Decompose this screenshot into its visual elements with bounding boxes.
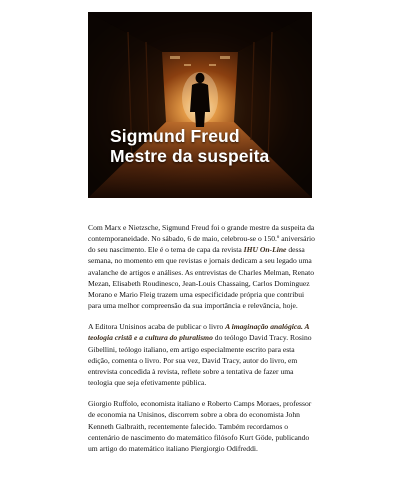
paragraph-freud-text-1: Com Marx e Nietzsche, Sigmund Freud foi o grande mestre da suspeita da contemporaneidade. No sábado, 6 de maio, celebrou-se o 150.º aniversário do seu nascimento. Ele é o tema de capa da revista	[88, 223, 315, 255]
paragraph-freud-text-2: dessa semana, no momento em que revistas e jornais dedicam a seu legado uma avalanche de artigos e análises. As entrevistas de Charles Melman, Renato Mezan, Elisabeth Roudinesco, Jean-Louis Chassaing, Carlos Dominguez Morano e Mario Fleig trazem uma especificidade própria que contribui para uma melhor compreensão da sua importância e relevância, hoje.	[88, 245, 315, 311]
cover-title-line1: Sigmund Freud	[110, 126, 240, 146]
article-body	[88, 222, 316, 464]
paragraph-freud	[88, 222, 316, 311]
cover-title-line2: Mestre da suspeita	[110, 146, 270, 166]
cover-title	[110, 126, 269, 166]
paragraph-tracy-text-1: A Editora Unisinos acaba de publicar o livro	[88, 322, 226, 332]
paragraph-tracy	[88, 321, 316, 388]
cover-image	[88, 12, 312, 198]
paragraph-galbraith: Giorgio Ruffolo, economista italiano e Roberto Camps Moraes, professor de economia na Unisinos, discorrem sobre a obra do economista John Kenneth Galbraith, recentemente falecido. Também recordamos o centenário de nascimento do matemático filósofo Kurt Göde, publicando um artigo do matemático italiano Piergiorgio Odifreddi.	[88, 399, 312, 453]
paragraph-tracy-text-2: do teólogo David Tracy. Rosino Gibellini, teólogo italiano, em artigo especialmente escrito para esta edição, comenta o livro. Por sua vez, David Tracy, autor do livro, em entrevista concedida à revista, reflete sobre a tentativa de fazer uma teologia que seja efetivamente pública.	[88, 333, 312, 388]
corridor-illustration	[88, 12, 312, 198]
magazine-name: IHU On-Line	[243, 245, 287, 255]
book-title: A imaginação analógica. A teologia cristã e a cultura do pluralismo	[88, 322, 310, 343]
